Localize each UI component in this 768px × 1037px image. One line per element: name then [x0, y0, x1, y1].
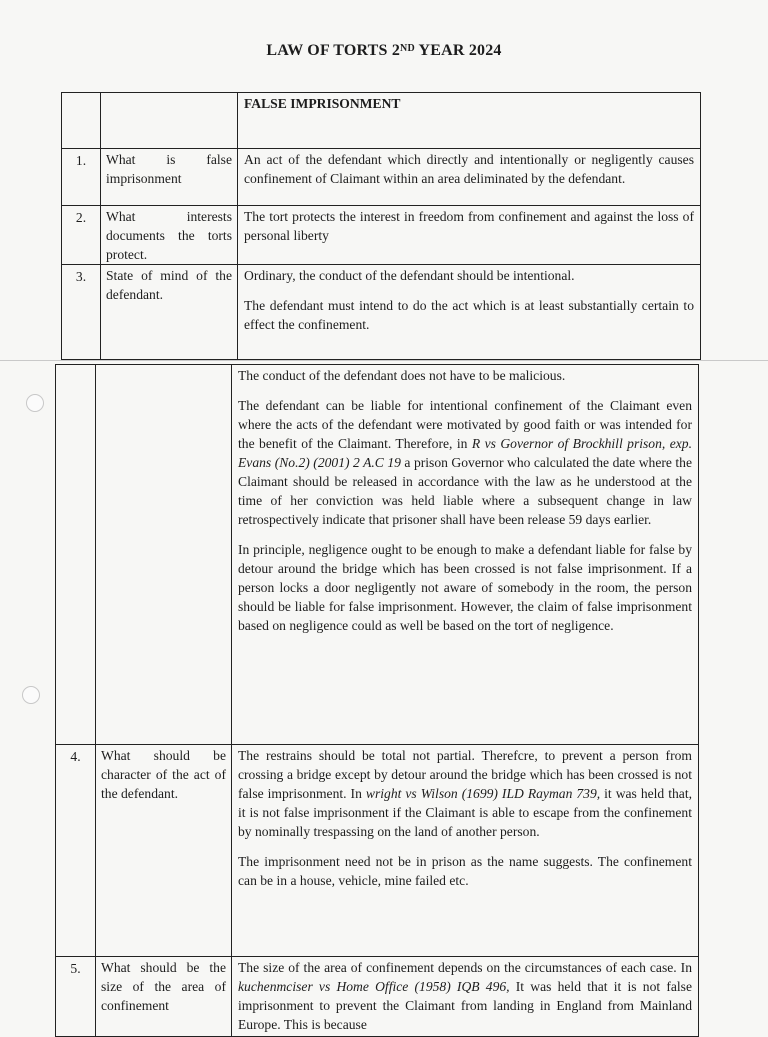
answer-text: The defendant can be liable for intentional confinement of the Claimant even where the acts of the defendant were motivated by good faith or was intended for the benefit of the Claimant. Therefore, in — [238, 398, 692, 451]
answer-paragraph: Ordinary, the conduct of the defendant should be intentional. — [244, 268, 575, 283]
row-answer: An act of the defendant which directly and intentionally or negligently causes confinement of Claimant within an area deliminated by the defendant. — [238, 149, 701, 206]
answer-paragraph: The defendant must intend to do the act which is at least substantially certain to effect the confinement. — [244, 298, 694, 332]
scan-fold-line — [0, 360, 768, 361]
table-header-row — [62, 93, 701, 149]
title-text-rest: YEAR 2024 — [414, 42, 502, 59]
row-number: 1. — [62, 149, 101, 206]
table-row — [62, 206, 701, 265]
title-superscript: ND — [400, 43, 415, 54]
case-citation: kuchenmciser vs Home Office (1958) IQB 496, — [238, 979, 510, 994]
row-question: What interests documents the torts protect. — [101, 206, 238, 265]
binder-hole — [22, 686, 40, 704]
row-question: State of mind of the defendant. — [101, 265, 238, 360]
row-answer: The tort protects the interest in freedom from confinement and against the loss of personal liberty — [238, 206, 701, 265]
torts-table-top — [61, 92, 701, 360]
case-citation: wright vs Wilson (1699) ILD Rayman 739, — [365, 786, 601, 801]
answer-text: a prison Governor who calculated the date where the Claimant should be released in accordance with the law as he understood at the time of her conviction was held liable where a subsequent change in law retrospectively indicate that prisoner shall have been release 59 days earlier. — [238, 455, 693, 527]
row-answer — [232, 745, 699, 957]
row-question-empty — [96, 365, 232, 745]
row-number: 3. — [62, 265, 101, 360]
header-cell-empty — [101, 93, 238, 149]
answer-text: The size of the area of confinement depends on the circumstances of each case. In — [238, 960, 692, 975]
row-number: 2. — [62, 206, 101, 265]
table-row — [56, 957, 699, 1037]
row-answer — [232, 365, 699, 745]
table-row — [62, 149, 701, 206]
header-cell-empty — [62, 93, 101, 149]
answer-paragraph: The conduct of the defendant does not have to be malicious. — [238, 368, 566, 383]
table-row-continued — [56, 365, 699, 745]
row-question: What should be the size of the area of confinement — [96, 957, 232, 1037]
answer-text: It was held that it is not false imprisonment to prevent the Claimant from landing in England from Mainland Europe. This is because — [238, 979, 692, 1032]
answer-paragraph — [238, 396, 692, 529]
case-citation: R vs Governor of Brockhill prison, exp. Evans (No.2) (2001) 2 A.C 19 — [238, 436, 692, 470]
document-title — [0, 42, 768, 60]
table-row — [62, 265, 701, 360]
table-row — [56, 745, 699, 957]
answer-text: The restrains should be total not partial. Therefcre, to prevent a person from crossing a bridge except by detour around the bridge which has been crossed is not false imprisonment. In — [238, 748, 692, 801]
torts-table-bottom — [55, 364, 699, 1037]
binder-hole — [26, 394, 44, 412]
title-text: LAW OF TORTS 2 — [266, 42, 401, 59]
answer-text: it was held that, it is not false imprisonment if the Claimant is able to escape from the confinement by nominally trespassing on the land of another person. — [238, 786, 692, 839]
row-number: 5. — [56, 957, 96, 1037]
row-question: What is false imprisonment — [101, 149, 238, 206]
section-header: FALSE IMPRISONMENT — [238, 93, 701, 149]
row-number-empty — [56, 365, 96, 745]
answer-paragraph — [238, 958, 692, 1034]
row-number: 4. — [56, 745, 96, 957]
answer-paragraph: In principle, negligence ought to be enough to make a defendant liable for false by detour around the bridge which has been crossed is not false imprisonment. If a person locks a door negligently not aware of somebody in the room, the person should be liable for false imprisonment. However, the claim of false imprisonment based on negligence could as well be based on the tort of negligence. — [238, 542, 692, 633]
answer-paragraph — [238, 746, 692, 841]
row-answer — [238, 265, 701, 360]
row-question: What should be character of the act of the defendant. — [96, 745, 232, 957]
row-answer — [232, 957, 699, 1037]
answer-paragraph: The imprisonment need not be in prison as the name suggests. The confinement can be in a house, vehicle, mine failed etc. — [238, 854, 692, 888]
